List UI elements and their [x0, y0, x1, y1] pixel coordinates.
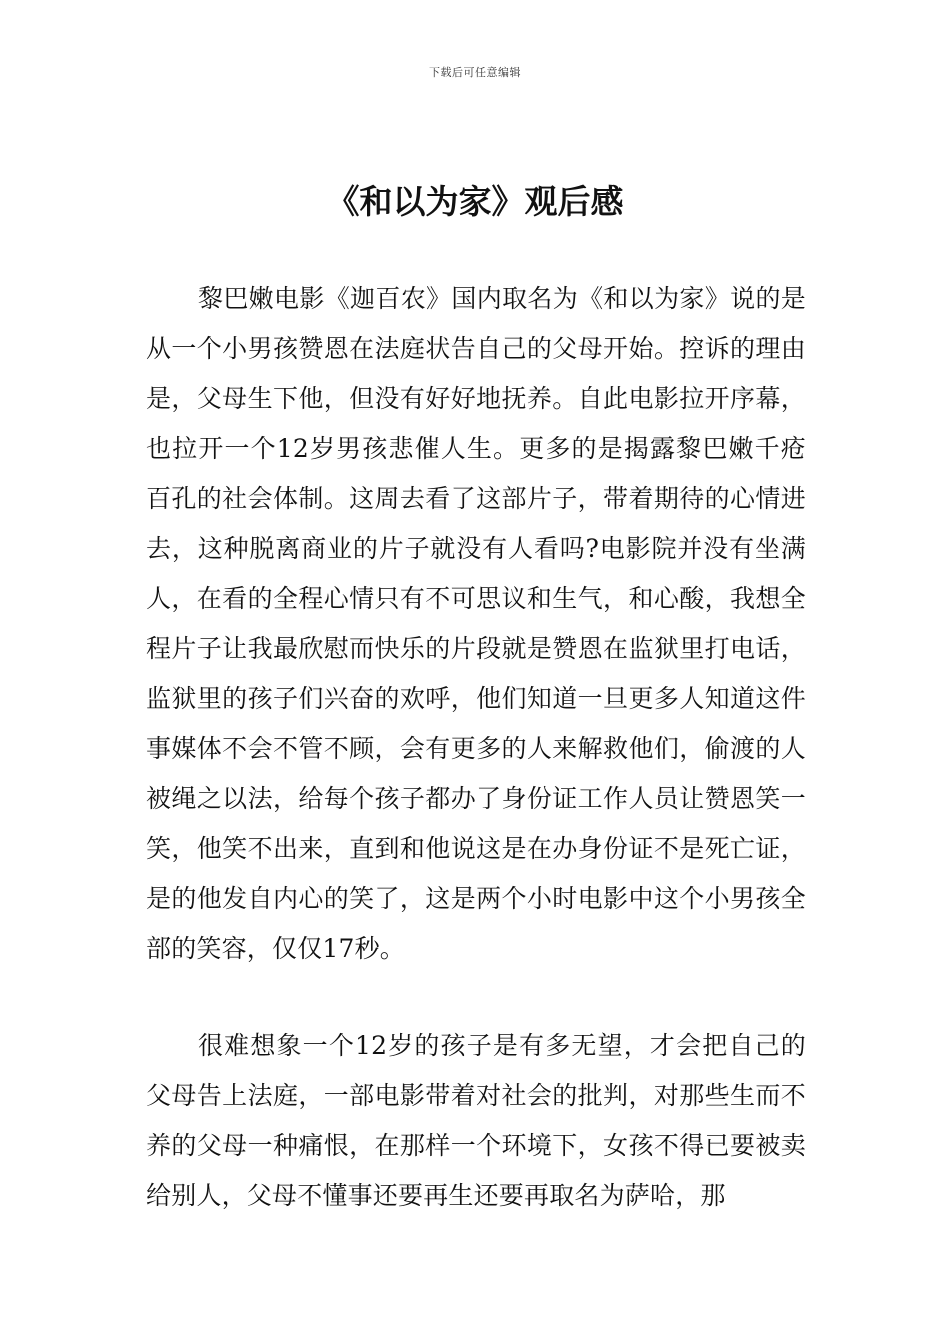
paragraph-2: 很难想象一个12岁的孩子是有多无望，才会把自己的父母告上法庭，一部电影带着对社会的批判，对那些生而不养的父母一种痛恨，在那样一个环境下，女孩不得已要被卖给别人，父母不懂事还要再生还要再取名为萨哈，那	[146, 1031, 806, 1210]
document-title: 《和以为家》观后感	[326, 182, 624, 221]
paragraph-1: 黎巴嫩电影《迦百农》国内取名为《和以为家》说的是从一个小男孩赞恩在法庭状告自己的父母开始。控诉的理由是，父母生下他，但没有好好地抚养。自此电影拉开序幕，也拉开一个12岁男孩悲催人生。更多的是揭露黎巴嫩千疮百孔的社会体制。这周去看了这部片子，带着期待的心情进去，这种脱离商业的片子就没有人看吗?电影院并没有坐满人，在看的全程心情只有不可思议和生气，和心酸，我想全程片子让我最欣慰而快乐的片段就是赞恩在监狱里打电话，监狱里的孩子们兴奋的欢呼，他们知道一旦更多人知道这件事媒体不会不管不顾，会有更多的人来解救他们，偷渡的人被绳之以法，给每个孩子都办了身份证工作人员让赞恩笑一笑，他笑不出来，直到和他说这是在办身份证不是死亡证，是的他发自内心的笑了，这是两个小时电影中这个小男孩全部的笑容，仅仅17秒。	[146, 284, 806, 963]
header-note: 下载后可任意编辑	[429, 66, 521, 79]
